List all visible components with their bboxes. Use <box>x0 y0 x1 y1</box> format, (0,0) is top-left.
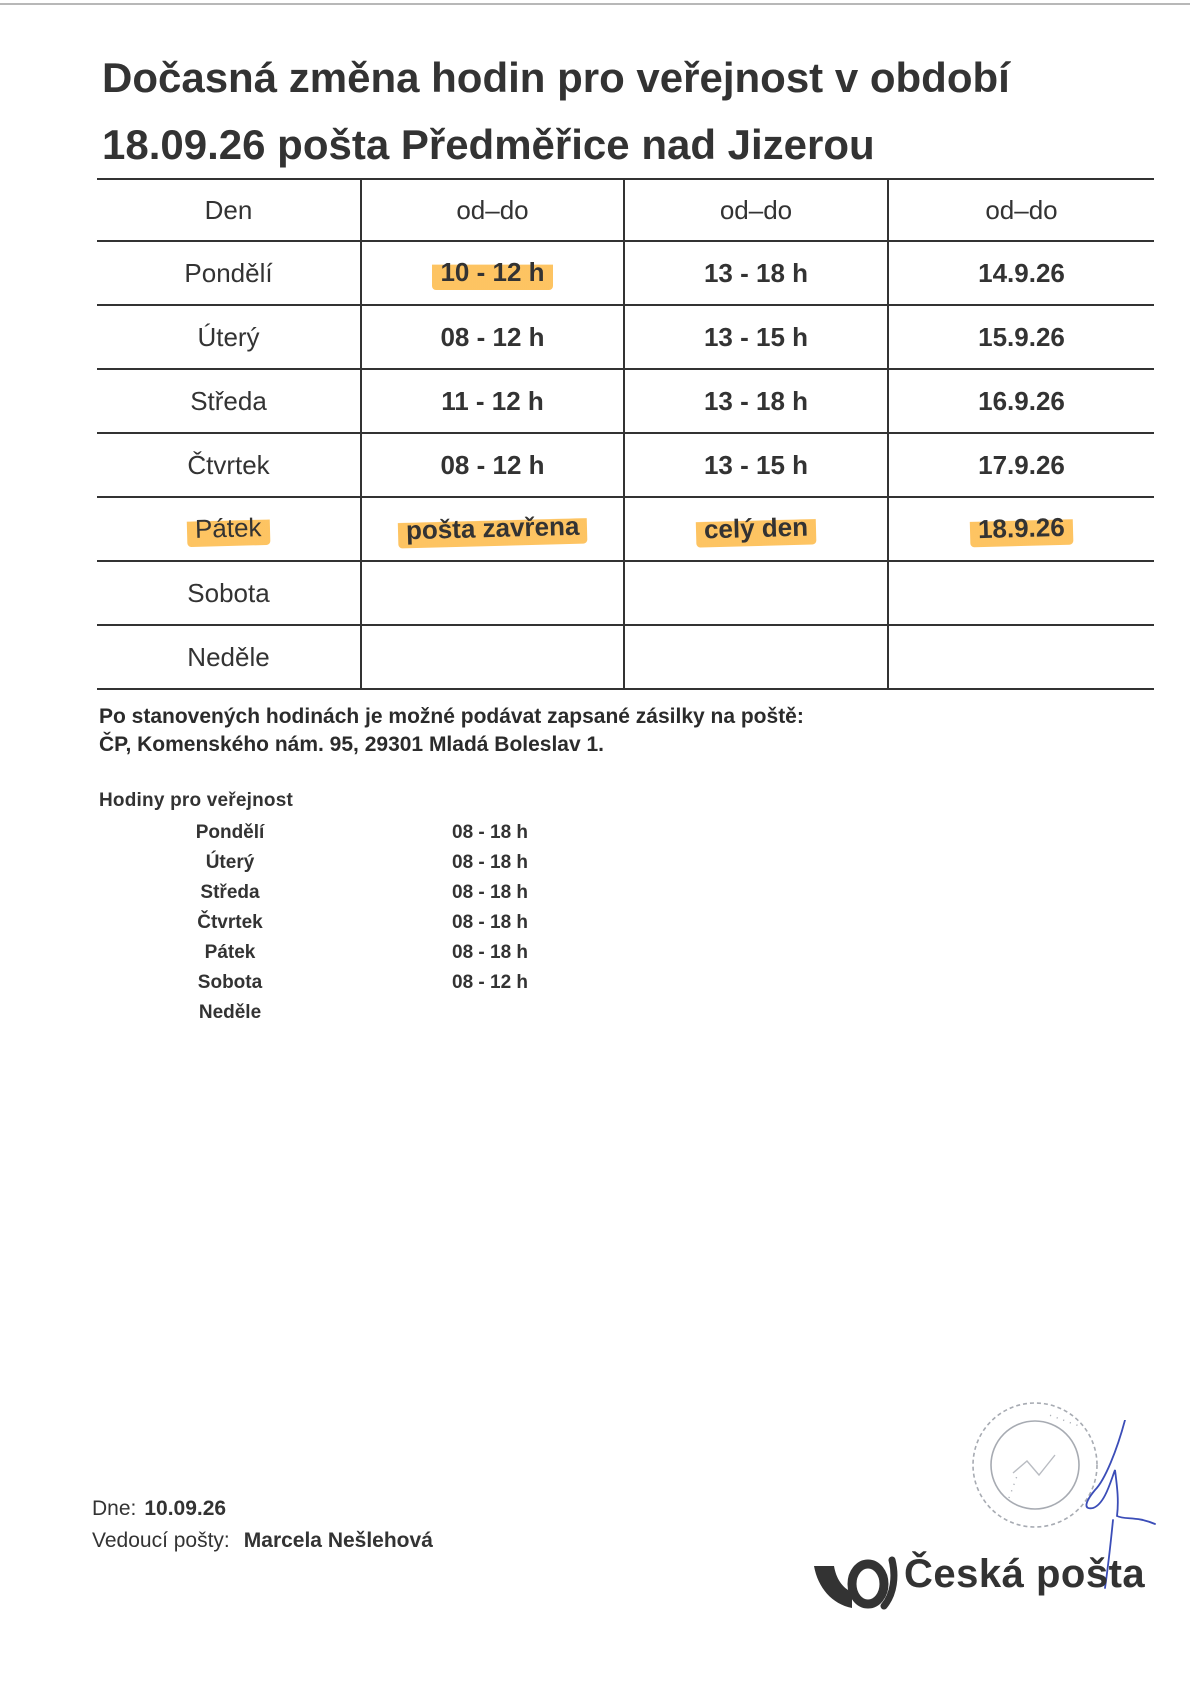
regular-hours-time: 08 - 18 h <box>452 912 529 933</box>
day-cell: Sobota <box>97 561 361 625</box>
day-cell: Pondělí <box>97 241 361 305</box>
list-item <box>160 822 580 852</box>
regular-hours-day: Středa <box>200 882 260 903</box>
from-to-cell-1 <box>361 625 624 689</box>
from-to-cell-2 <box>624 497 888 561</box>
office-manager <box>92 1529 433 1553</box>
day-cell: Středa <box>97 369 361 433</box>
highlighted-value: Pátek <box>187 511 270 546</box>
list-item <box>160 942 580 972</box>
date-cell: 14.9.26 <box>888 241 1154 305</box>
note-line-2: ČP, Komenského nám. 95, 29301 Mladá Boleslav 1. <box>99 733 605 756</box>
after-hours-note <box>99 703 999 759</box>
regular-hours-time: 08 - 18 h <box>452 882 529 903</box>
regular-hours-day: Úterý <box>205 852 255 873</box>
regular-hours-time: 08 - 12 h <box>452 972 529 993</box>
day-cell: Čtvrtek <box>97 433 361 497</box>
table-row <box>97 497 1154 561</box>
from-to-cell-2: 13 - 15 h <box>624 433 888 497</box>
from-to-cell-1 <box>361 497 624 561</box>
title-line-2: 18.09.26 pošta Předměřice nad Jizerou <box>102 121 875 168</box>
header-from-to-3: od–do <box>888 179 1154 241</box>
regular-hours-time: 08 - 18 h <box>452 942 529 963</box>
table-row <box>97 305 1154 369</box>
regular-hours-day: Neděle <box>198 1002 262 1023</box>
office-manager-label: Vedoucí pošty: <box>92 1529 230 1552</box>
date-cell: 16.9.26 <box>888 369 1154 433</box>
temporary-hours-table <box>97 178 1154 690</box>
from-to-cell-2 <box>624 625 888 689</box>
date-cell: 17.9.26 <box>888 433 1154 497</box>
issue-date-value: 10.09.26 <box>144 1497 227 1520</box>
from-to-cell-1 <box>361 561 624 625</box>
highlighted-value: pošta zavřena <box>397 510 587 548</box>
svg-text:· · · · ·: · · · · · <box>1046 1409 1081 1433</box>
date-cell <box>888 625 1154 689</box>
regular-hours-day: Čtvrtek <box>197 912 263 933</box>
table-row <box>97 241 1154 305</box>
from-to-cell-2 <box>624 561 888 625</box>
title-line-1: Dočasná změna hodin pro veřejnost v období <box>102 54 1010 101</box>
highlighted-value: 10 - 12 h <box>432 257 552 290</box>
header-from-to-1: od–do <box>361 179 624 241</box>
issue-date-label: Dne: <box>92 1497 137 1520</box>
from-to-cell-1: 08 - 12 h <box>361 433 624 497</box>
header-day: Den <box>97 179 361 241</box>
ceska-posta-logo <box>812 1552 1172 1612</box>
logo-wordmark: Česká pošta <box>904 1552 1146 1596</box>
regular-hours-list <box>160 822 580 1032</box>
date-cell <box>888 497 1154 561</box>
from-to-cell-2: 13 - 18 h <box>624 241 888 305</box>
regular-hours-day: Pondělí <box>195 822 265 843</box>
note-line-1: Po stanovených hodinách je možné podávat zapsané zásilky na poště: <box>99 705 804 728</box>
regular-hours-title: Hodiny pro veřejnost <box>99 790 294 811</box>
page-title <box>102 44 1162 178</box>
regular-hours-time: 08 - 18 h <box>452 852 529 873</box>
table-row <box>97 433 1154 497</box>
date-cell: 15.9.26 <box>888 305 1154 369</box>
list-item <box>160 972 580 1002</box>
table-row <box>97 561 1154 625</box>
table-row <box>97 625 1154 689</box>
list-item <box>160 852 580 882</box>
horn-icon <box>812 1556 898 1610</box>
day-cell: Neděle <box>97 625 361 689</box>
table-header-row <box>97 179 1154 241</box>
from-to-cell-1 <box>361 241 624 305</box>
list-item <box>160 882 580 912</box>
regular-hours-day: Pátek <box>204 942 256 963</box>
office-manager-name: Marcela Nešlehová <box>243 1529 433 1552</box>
regular-hours-day: Sobota <box>197 972 263 993</box>
highlighted-value: celý den <box>696 511 817 547</box>
from-to-cell-2: 13 - 15 h <box>624 305 888 369</box>
highlighted-value: 18.9.26 <box>970 511 1074 547</box>
scan-edge-line <box>0 3 1190 5</box>
from-to-cell-2: 13 - 18 h <box>624 369 888 433</box>
from-to-cell-1: 08 - 12 h <box>361 305 624 369</box>
svg-text:· · · ·: · · · · <box>1002 1473 1024 1502</box>
from-to-cell-1: 11 - 12 h <box>361 369 624 433</box>
issue-date <box>92 1497 226 1521</box>
day-cell <box>97 497 361 561</box>
list-item <box>160 1002 580 1032</box>
header-from-to-2: od–do <box>624 179 888 241</box>
date-cell <box>888 561 1154 625</box>
day-cell: Úterý <box>97 305 361 369</box>
list-item <box>160 912 580 942</box>
regular-hours-time: 08 - 18 h <box>452 822 529 843</box>
table-row <box>97 369 1154 433</box>
